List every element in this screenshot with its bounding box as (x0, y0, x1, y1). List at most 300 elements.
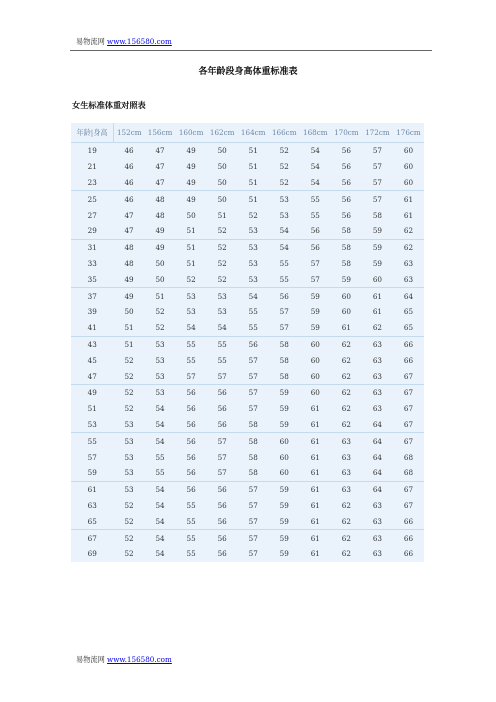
column-header-height: 160cm (176, 123, 207, 143)
age-cell: 31 (87, 243, 97, 253)
table-row (71, 256, 424, 272)
age-cell: 39 (87, 307, 97, 317)
weight-cell: 54 (155, 485, 165, 495)
weight-cell: 53 (279, 194, 289, 204)
weight-cell: 53 (114, 465, 145, 481)
weight-cell: 56 (248, 339, 258, 349)
weight-cell: 57 (269, 320, 300, 336)
weight-cell: 55 (310, 210, 320, 220)
weight-cell: 62 (341, 404, 351, 414)
weight-cell: 63 (341, 452, 351, 462)
weight-cell: 53 (186, 291, 196, 301)
weight-cell: 64 (362, 417, 393, 433)
table-row (71, 320, 424, 336)
weight-cell: 53 (124, 485, 134, 495)
weight-cell: 60 (362, 271, 393, 287)
age-cell: 67 (87, 533, 97, 543)
weight-cell: 50 (207, 175, 238, 191)
weight-cell: 59 (279, 533, 289, 543)
weight-cell: 56 (186, 404, 196, 414)
table-row (71, 481, 424, 497)
weight-cell: 54 (155, 533, 165, 543)
weight-cell: 59 (362, 223, 393, 239)
weight-cell: 63 (341, 485, 351, 495)
weight-cell: 56 (217, 500, 227, 510)
weight-cell: 53 (114, 417, 145, 433)
weight-cell: 56 (217, 533, 227, 543)
weight-cell: 57 (207, 465, 238, 481)
weight-cell: 59 (269, 513, 300, 529)
weight-cell: 46 (114, 175, 145, 191)
weight-cell: 63 (372, 549, 382, 559)
weight-cell: 57 (372, 162, 382, 172)
weight-cell: 60 (310, 388, 320, 398)
weight-cell: 67 (403, 404, 414, 414)
age-cell: 37 (87, 291, 97, 301)
column-header-height: 170cm (331, 123, 362, 143)
weight-cell: 55 (310, 194, 320, 204)
weight-cell: 59 (279, 404, 289, 414)
weight-cell: 54 (155, 549, 165, 559)
weight-cell: 59 (372, 243, 382, 253)
weight-cell: 50 (217, 162, 227, 172)
weight-cell: 52 (269, 175, 300, 191)
age-cell: 65 (71, 513, 114, 529)
weight-cell: 64 (372, 452, 382, 462)
table-row (71, 271, 424, 287)
weight-cell: 51 (114, 320, 145, 336)
weight-cell: 55 (269, 271, 300, 287)
header-site-link[interactable]: www.156580.com (107, 37, 172, 46)
weight-cell: 51 (176, 223, 207, 239)
weight-cell: 59 (279, 500, 289, 510)
weight-cell: 51 (186, 258, 196, 268)
weight-cell: 68 (403, 452, 414, 462)
weight-cell: 60 (269, 465, 300, 481)
weight-cell: 55 (217, 355, 227, 365)
weight-cell: 55 (155, 452, 165, 462)
weight-cell: 57 (217, 436, 227, 446)
weight-cell: 58 (248, 436, 258, 446)
weight-cell: 52 (124, 533, 134, 543)
age-cell: 19 (87, 146, 97, 156)
table-row (71, 449, 424, 465)
table-row (71, 498, 424, 514)
weight-cell: 56 (176, 417, 207, 433)
weight-cell: 47 (124, 210, 134, 220)
table-row (71, 530, 424, 546)
weight-cell: 66 (403, 549, 414, 559)
age-cell: 23 (71, 175, 114, 191)
weight-cell: 53 (155, 339, 165, 349)
weight-cell: 54 (145, 513, 176, 529)
weight-cell: 56 (341, 146, 351, 156)
weight-cell: 57 (372, 194, 382, 204)
weight-cell: 53 (238, 271, 269, 287)
weight-cell: 56 (331, 175, 362, 191)
weight-cell: 55 (217, 339, 227, 349)
weight-cell: 47 (145, 175, 176, 191)
weight-cell: 56 (207, 513, 238, 529)
weight-cell: 59 (310, 307, 320, 317)
table-row (71, 401, 424, 417)
weight-cell: 55 (145, 465, 176, 481)
weight-cell: 55 (186, 549, 196, 559)
weight-cell: 58 (279, 355, 289, 365)
weight-standard-table (71, 123, 424, 562)
weight-cell: 53 (124, 436, 134, 446)
weight-cell: 54 (155, 404, 165, 414)
column-header-height: 168cm (300, 123, 331, 143)
weight-cell: 59 (310, 291, 320, 301)
weight-cell: 66 (393, 513, 424, 529)
table-row (71, 223, 424, 239)
weight-cell: 61 (310, 452, 320, 462)
weight-cell: 55 (186, 355, 196, 365)
weight-cell: 52 (124, 549, 134, 559)
weight-cell: 55 (186, 500, 196, 510)
age-cell: 29 (71, 223, 114, 239)
weight-cell: 62 (341, 355, 351, 365)
weight-cell: 52 (155, 307, 165, 317)
weight-cell: 52 (176, 271, 207, 287)
weight-cell: 53 (124, 452, 134, 462)
weight-cell: 57 (238, 513, 269, 529)
weight-cell: 54 (269, 223, 300, 239)
weight-cell: 49 (114, 271, 145, 287)
weight-cell: 47 (155, 162, 165, 172)
table-row (71, 465, 424, 481)
table-row (71, 546, 424, 562)
weight-cell: 52 (279, 162, 289, 172)
weight-cell: 62 (403, 243, 414, 253)
weight-cell: 57 (310, 258, 320, 268)
weight-cell: 51 (217, 210, 227, 220)
weight-cell: 50 (155, 258, 165, 268)
weight-cell: 56 (310, 243, 320, 253)
age-cell: 63 (87, 500, 97, 510)
age-cell: 55 (87, 436, 97, 446)
weight-cell: 50 (217, 194, 227, 204)
weight-cell: 56 (186, 485, 196, 495)
table-row (71, 513, 424, 529)
weight-cell: 60 (310, 339, 320, 349)
weight-cell: 49 (124, 291, 134, 301)
column-header-height: 152cm (114, 123, 145, 143)
weight-cell: 51 (248, 146, 258, 156)
weight-cell: 58 (372, 210, 382, 220)
weight-cell: 52 (145, 320, 176, 336)
weight-cell: 53 (217, 291, 227, 301)
weight-cell: 63 (362, 513, 393, 529)
age-cell: 35 (71, 271, 114, 287)
age-cell: 59 (71, 465, 114, 481)
weight-cell: 46 (124, 194, 134, 204)
weight-cell: 60 (341, 291, 351, 301)
weight-cell: 58 (341, 243, 351, 253)
footer-site-name: 易物流网 (76, 655, 108, 664)
weight-cell: 48 (155, 210, 165, 220)
age-cell: 61 (87, 485, 97, 495)
weight-cell: 55 (186, 533, 196, 543)
weight-cell: 59 (269, 417, 300, 433)
age-cell: 47 (71, 368, 114, 384)
weight-cell: 67 (403, 388, 414, 398)
weight-cell: 62 (341, 339, 351, 349)
weight-cell: 64 (403, 291, 414, 301)
weight-cell: 61 (310, 485, 320, 495)
weight-cell: 58 (238, 465, 269, 481)
weight-cell: 58 (279, 339, 289, 349)
weight-cell: 61 (372, 307, 382, 317)
weight-cell: 65 (403, 307, 414, 317)
weight-cell: 54 (300, 175, 331, 191)
weight-cell: 63 (372, 355, 382, 365)
weight-cell: 53 (155, 355, 165, 365)
table-row (71, 417, 424, 433)
table-row (71, 207, 424, 223)
column-header-height: 164cm (238, 123, 269, 143)
weight-cell: 60 (403, 162, 414, 172)
weight-cell: 55 (238, 320, 269, 336)
weight-cell: 54 (155, 500, 165, 510)
weight-cell: 51 (186, 243, 196, 253)
weight-cell: 53 (279, 210, 289, 220)
weight-cell: 64 (372, 485, 382, 495)
weight-cell: 66 (403, 339, 414, 349)
weight-cell: 63 (372, 339, 382, 349)
weight-cell: 54 (310, 162, 320, 172)
weight-cell: 51 (155, 291, 165, 301)
age-cell: 49 (87, 388, 97, 398)
weight-cell: 61 (300, 417, 331, 433)
weight-cell: 61 (310, 549, 320, 559)
weight-cell: 52 (124, 500, 134, 510)
weight-cell: 63 (341, 436, 351, 446)
weight-cell: 64 (372, 436, 382, 446)
weight-cell: 63 (331, 465, 362, 481)
table-row (71, 175, 424, 191)
weight-cell: 53 (145, 368, 176, 384)
weight-cell: 61 (331, 320, 362, 336)
weight-cell: 57 (176, 368, 207, 384)
weight-cell: 56 (186, 436, 196, 446)
weight-cell: 62 (341, 388, 351, 398)
weight-cell: 60 (403, 146, 414, 156)
weight-cell: 56 (279, 291, 289, 301)
weight-cell: 59 (279, 388, 289, 398)
age-cell: 27 (87, 210, 97, 220)
weight-cell: 67 (403, 436, 414, 446)
age-cell: 45 (87, 355, 97, 365)
weight-cell: 48 (155, 194, 165, 204)
weight-cell: 53 (248, 258, 258, 268)
footer-site-link[interactable]: www.156580.com (107, 655, 172, 664)
weight-cell: 60 (279, 452, 289, 462)
weight-cell: 56 (217, 388, 227, 398)
weight-cell: 61 (310, 404, 320, 414)
weight-cell: 67 (403, 485, 414, 495)
page-footer (76, 655, 172, 665)
weight-cell: 57 (372, 146, 382, 156)
weight-cell: 51 (124, 339, 134, 349)
age-cell: 57 (87, 452, 97, 462)
weight-cell: 56 (207, 417, 238, 433)
weight-cell: 54 (310, 146, 320, 156)
page-header (76, 37, 172, 47)
age-cell: 43 (87, 339, 97, 349)
weight-cell: 53 (186, 307, 196, 317)
weight-cell: 52 (114, 513, 145, 529)
weight-cell: 62 (341, 533, 351, 543)
weight-cell: 57 (279, 307, 289, 317)
weight-cell: 49 (176, 175, 207, 191)
table-row (71, 288, 424, 304)
weight-cell: 58 (331, 223, 362, 239)
weight-cell: 54 (207, 320, 238, 336)
weight-cell: 59 (372, 258, 382, 268)
weight-cell: 49 (155, 243, 165, 253)
weight-cell: 52 (124, 388, 134, 398)
column-header-height: 162cm (207, 123, 238, 143)
weight-cell: 57 (217, 452, 227, 462)
table-body (71, 143, 424, 562)
table-row (71, 191, 424, 207)
header-divider (70, 50, 432, 51)
weight-cell: 49 (186, 146, 196, 156)
weight-cell: 58 (341, 258, 351, 268)
table-caption: 女生标准体重对照表 (72, 100, 146, 110)
weight-cell: 57 (300, 271, 331, 287)
weight-cell: 50 (124, 307, 134, 317)
weight-cell: 60 (393, 175, 424, 191)
weight-cell: 58 (269, 368, 300, 384)
weight-cell: 67 (393, 368, 424, 384)
weight-cell: 54 (248, 291, 258, 301)
weight-cell: 50 (145, 271, 176, 287)
weight-cell: 58 (238, 417, 269, 433)
weight-cell: 63 (372, 500, 382, 510)
weight-cell: 63 (393, 271, 424, 287)
weight-cell: 60 (279, 436, 289, 446)
weight-cell: 52 (124, 404, 134, 414)
weight-cell: 66 (403, 533, 414, 543)
weight-cell: 56 (217, 404, 227, 414)
weight-cell: 58 (248, 452, 258, 462)
weight-cell: 54 (145, 417, 176, 433)
weight-cell: 62 (331, 368, 362, 384)
weight-cell: 55 (186, 339, 196, 349)
weight-cell: 56 (341, 210, 351, 220)
age-cell: 51 (87, 404, 97, 414)
weight-cell: 62 (362, 320, 393, 336)
weight-cell: 56 (341, 162, 351, 172)
weight-cell: 46 (124, 146, 134, 156)
weight-cell: 56 (176, 465, 207, 481)
weight-cell: 61 (403, 210, 414, 220)
table-row (71, 239, 424, 255)
weight-cell: 52 (217, 258, 227, 268)
weight-cell: 67 (393, 417, 424, 433)
weight-cell: 56 (217, 485, 227, 495)
weight-cell: 63 (372, 404, 382, 414)
column-header-height: 172cm (362, 123, 393, 143)
weight-cell: 53 (217, 307, 227, 317)
weight-cell: 61 (372, 291, 382, 301)
weight-cell: 57 (238, 368, 269, 384)
weight-cell: 61 (310, 533, 320, 543)
weight-cell: 56 (300, 223, 331, 239)
weight-cell: 55 (248, 307, 258, 317)
weight-cell: 60 (310, 355, 320, 365)
weight-cell: 57 (207, 368, 238, 384)
weight-cell: 67 (403, 500, 414, 510)
weight-cell: 57 (248, 485, 258, 495)
age-cell: 21 (87, 162, 97, 172)
weight-cell: 59 (300, 320, 331, 336)
weight-cell: 52 (248, 210, 258, 220)
weight-cell: 47 (155, 146, 165, 156)
weight-cell: 46 (124, 162, 134, 172)
weight-cell: 51 (248, 162, 258, 172)
weight-cell: 47 (114, 223, 145, 239)
weight-cell: 57 (248, 355, 258, 365)
weight-cell: 59 (279, 549, 289, 559)
weight-cell: 63 (372, 388, 382, 398)
weight-cell: 65 (393, 320, 424, 336)
weight-cell: 54 (176, 320, 207, 336)
weight-cell: 57 (248, 533, 258, 543)
weight-cell: 56 (341, 194, 351, 204)
weight-cell: 62 (331, 417, 362, 433)
table-row (71, 159, 424, 175)
weight-cell: 49 (186, 194, 196, 204)
table-row (71, 304, 424, 320)
weight-cell: 51 (248, 194, 258, 204)
weight-cell: 63 (403, 258, 414, 268)
table-row (71, 368, 424, 384)
weight-cell: 56 (186, 452, 196, 462)
weight-cell: 52 (114, 368, 145, 384)
weight-cell: 49 (145, 223, 176, 239)
weight-cell: 50 (217, 146, 227, 156)
weight-cell: 61 (403, 194, 414, 204)
weight-cell: 57 (248, 388, 258, 398)
column-header-height: 166cm (269, 123, 300, 143)
weight-cell: 61 (300, 513, 331, 529)
weight-cell: 52 (124, 355, 134, 365)
age-cell: 53 (71, 417, 114, 433)
weight-cell: 56 (186, 388, 196, 398)
age-cell: 69 (87, 549, 97, 559)
weight-cell: 68 (393, 465, 424, 481)
weight-cell: 62 (393, 223, 424, 239)
weight-cell: 54 (279, 243, 289, 253)
weight-cell: 52 (279, 146, 289, 156)
weight-cell: 57 (248, 404, 258, 414)
weight-cell: 55 (279, 258, 289, 268)
weight-cell: 52 (207, 271, 238, 287)
weight-cell: 57 (362, 175, 393, 191)
weight-cell: 64 (362, 465, 393, 481)
weight-cell: 48 (124, 243, 134, 253)
weight-cell: 53 (238, 223, 269, 239)
table-row (71, 143, 424, 159)
weight-cell: 59 (331, 271, 362, 287)
weight-cell: 61 (310, 500, 320, 510)
weight-cell: 63 (362, 368, 393, 384)
weight-cell: 66 (403, 355, 414, 365)
